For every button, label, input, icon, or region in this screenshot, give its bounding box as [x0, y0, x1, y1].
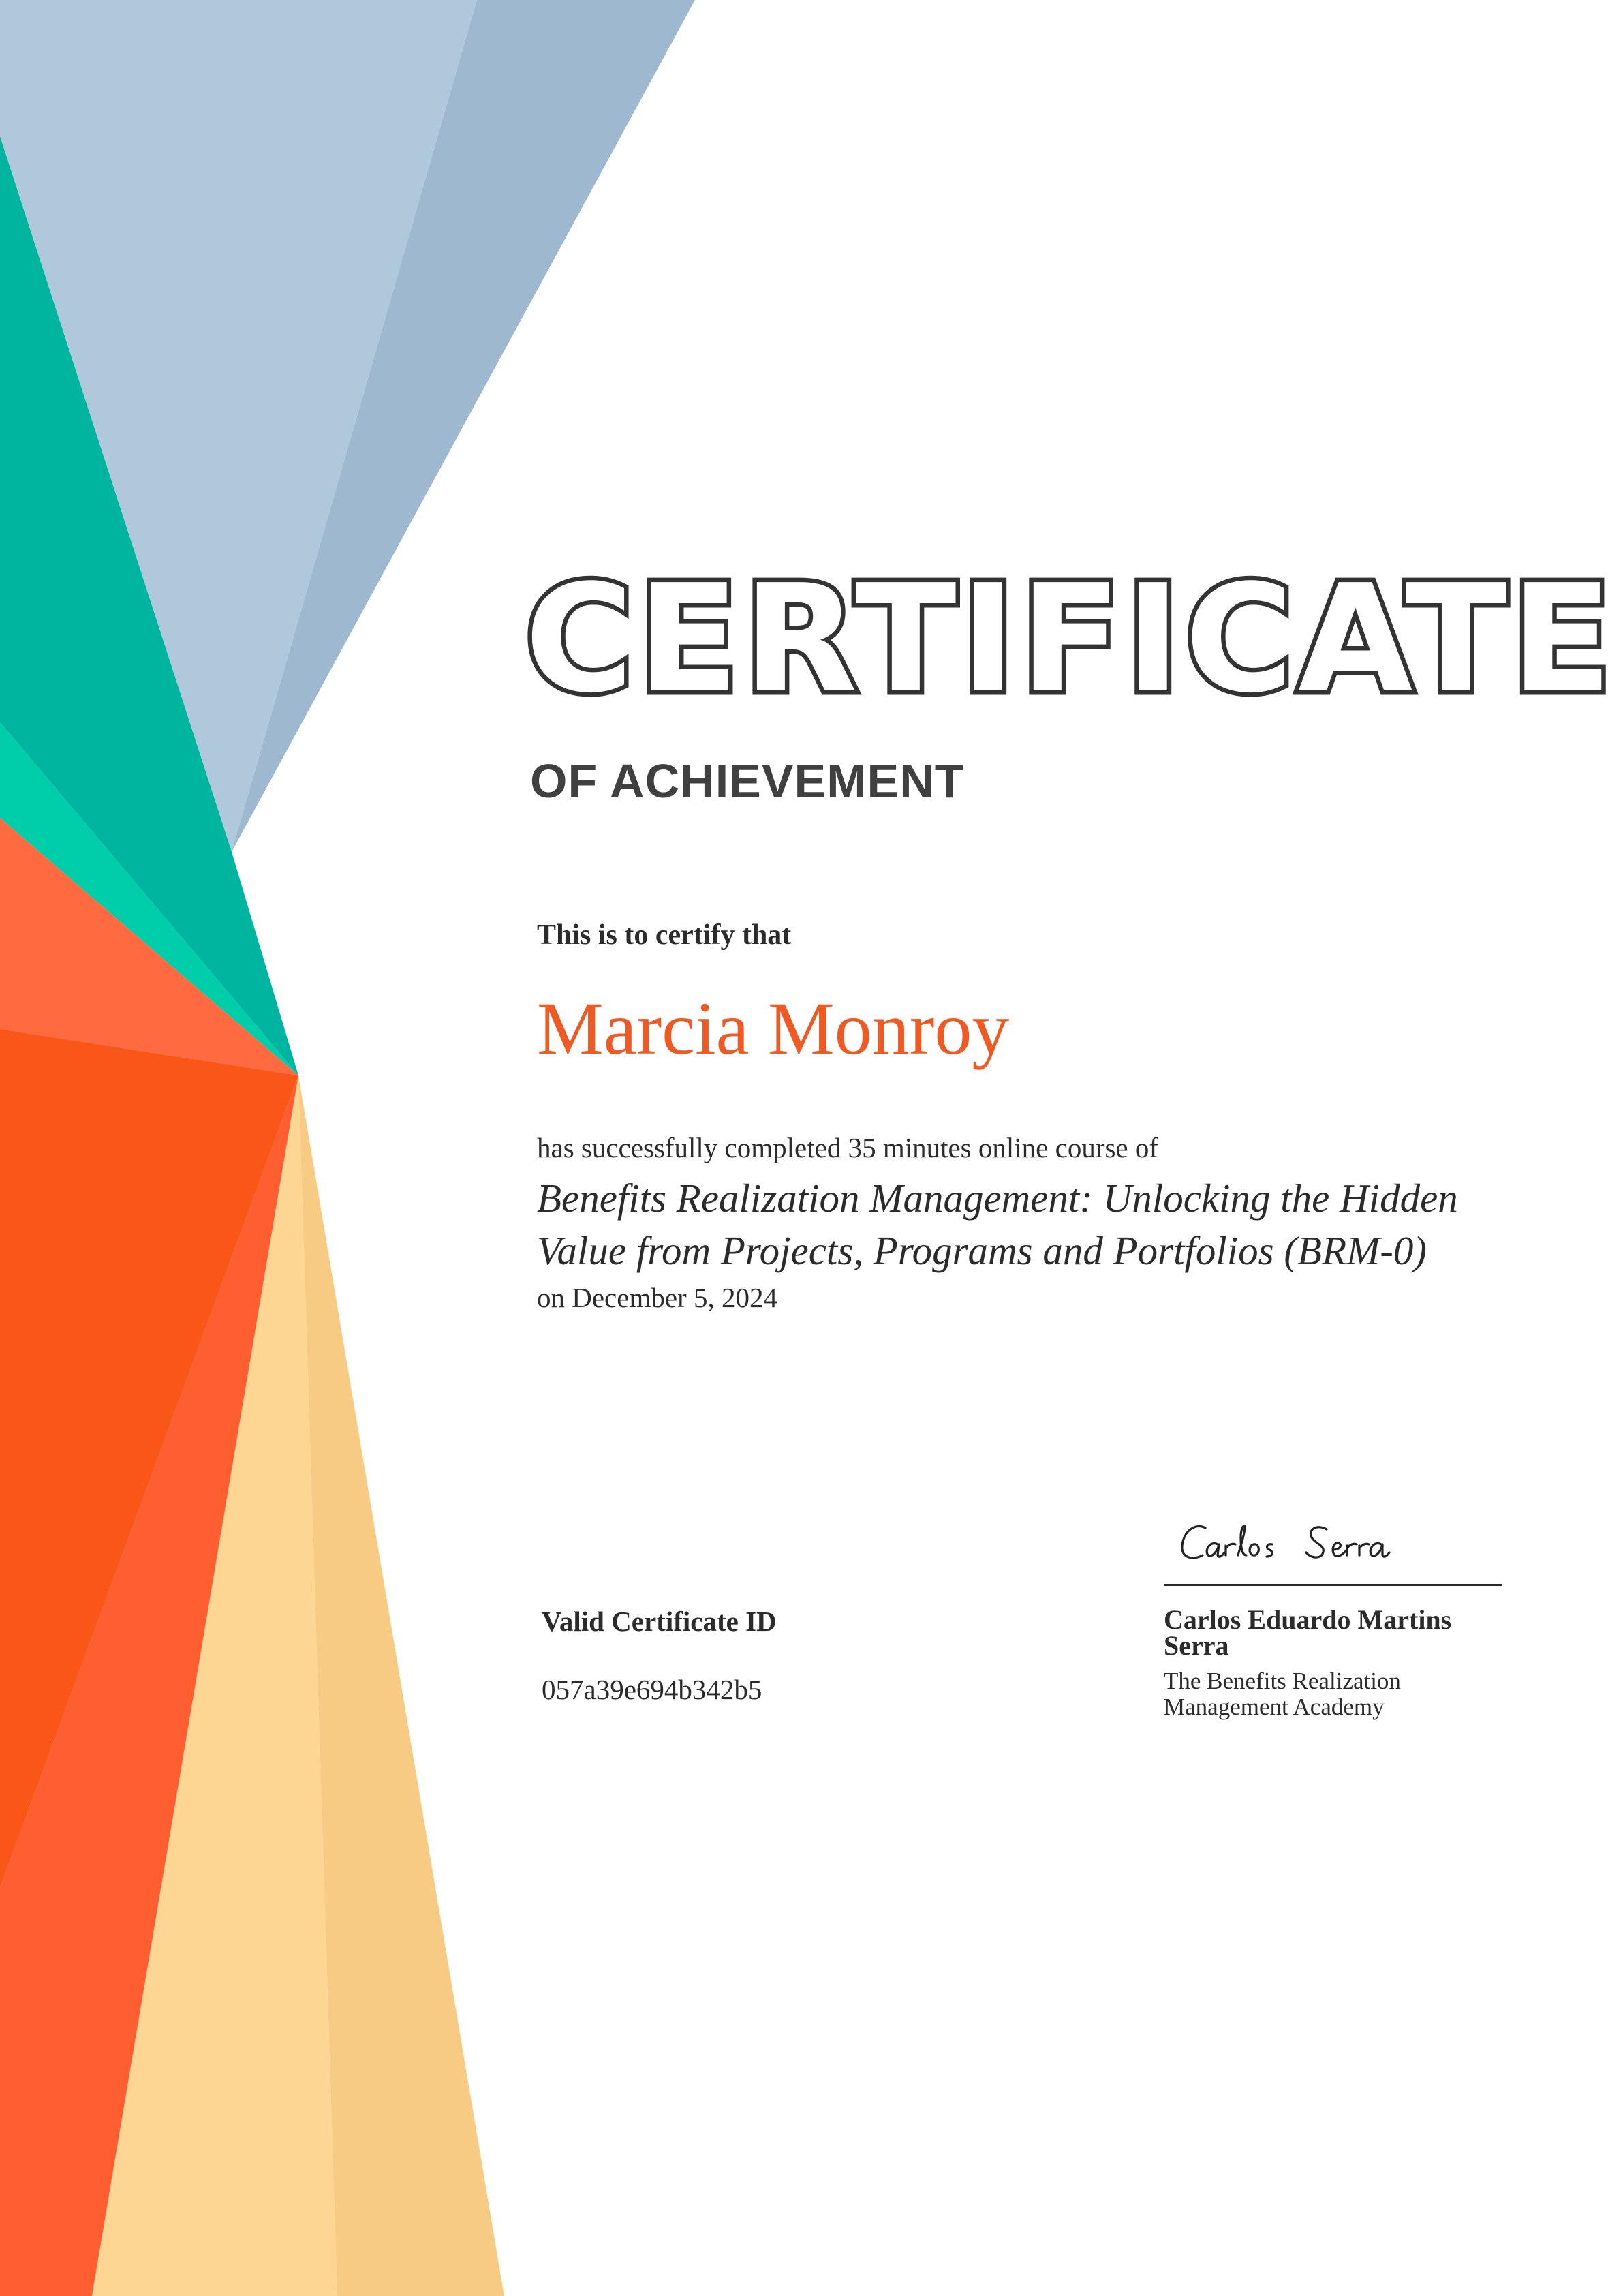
certificate-subtitle: OF ACHIEVEMENT — [530, 754, 965, 808]
signer-name: Carlos Eduardo Martins Serra — [1164, 1604, 1452, 1661]
signature-image — [1175, 1513, 1434, 1574]
course-title: Benefits Realization Management: Unlocking the Hidden Value from Projects, Programs and Portfolios (BRM-0) — [537, 1176, 1458, 1273]
completion-statement: has successfully completed 35 minutes online course of — [537, 1132, 1159, 1163]
recipient-name: Marcia Monroy — [537, 987, 1010, 1070]
signature-line — [1164, 1584, 1502, 1586]
certificate-id-label: Valid Certificate ID — [542, 1606, 777, 1637]
certificate-title: CERTIFICATE — [525, 553, 1617, 726]
certify-statement: This is to certify that — [537, 919, 792, 951]
signer-organization: The Benefits Realization Management Academy — [1164, 1668, 1401, 1720]
certificate-id-value: 057a39e694b342b5 — [542, 1674, 762, 1705]
completion-date: on December 5, 2024 — [537, 1282, 777, 1313]
